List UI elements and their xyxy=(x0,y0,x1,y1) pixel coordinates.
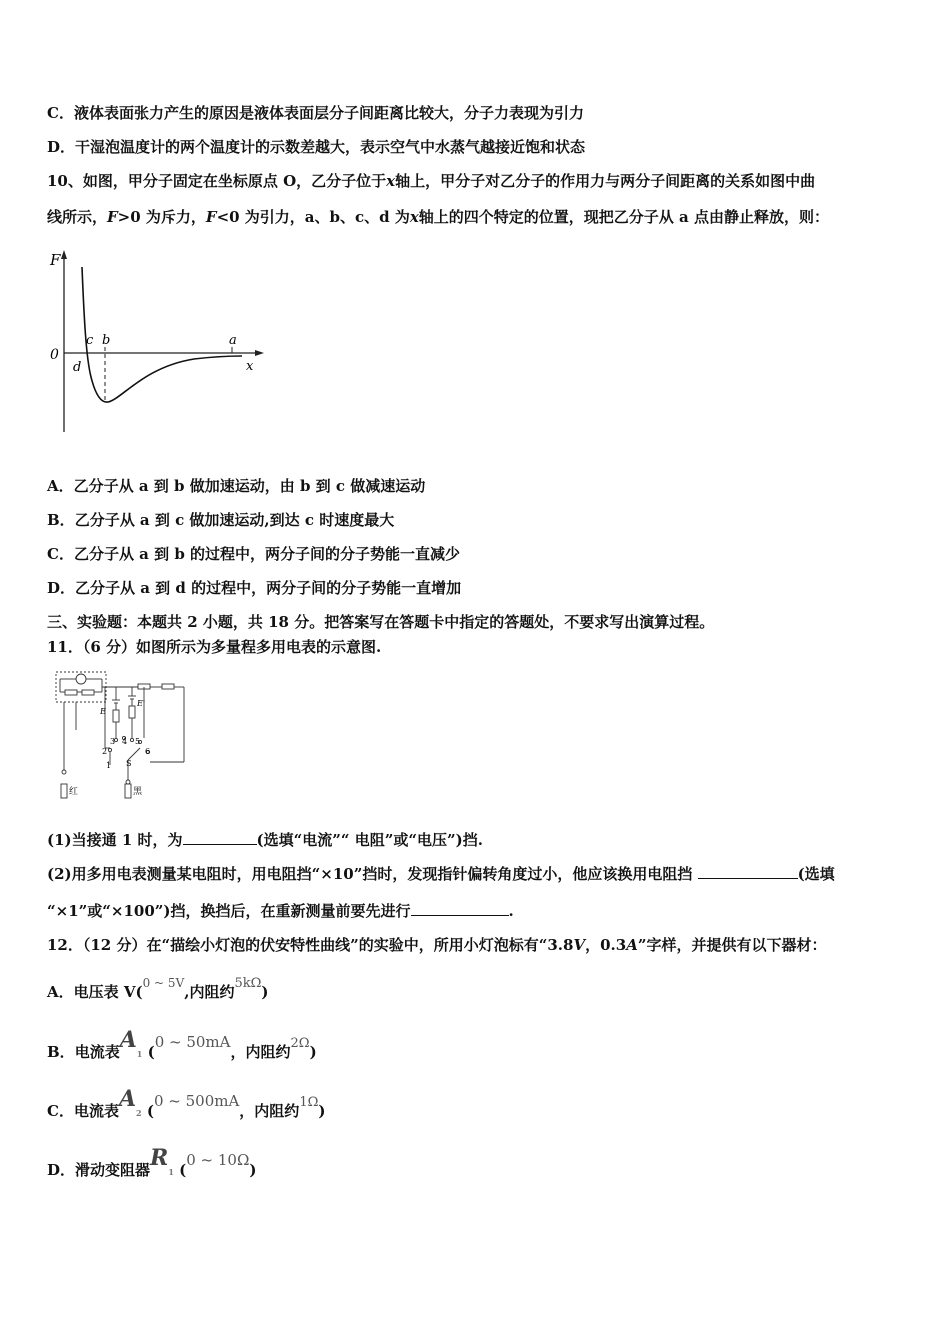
battery-e2-label: E' xyxy=(137,699,146,708)
y-axis-arrow xyxy=(61,250,67,259)
galvanometer xyxy=(76,674,86,684)
rheostat-range: 0 ~ 10Ω xyxy=(186,1151,250,1169)
q11-part1: (1)当接通 1 时，为 (选填“电流”“ 电阻”或“电压”)挡. xyxy=(47,831,483,849)
switch-s-label: S xyxy=(126,759,132,768)
point-a-label: a xyxy=(229,333,237,348)
ammeter-a1-resistance: 2Ω xyxy=(290,1036,310,1051)
ammeter-a2-symbol: A xyxy=(118,1086,137,1112)
black-probe-label: 黑 xyxy=(133,787,143,797)
terminal-5-label: 5 xyxy=(135,737,141,746)
ammeter-a1-symbol: A xyxy=(119,1027,137,1053)
terminal-2-label: 2 xyxy=(102,747,108,756)
point-b-label: b xyxy=(102,333,111,348)
shunt-resistor-2 xyxy=(82,690,94,695)
red-probe xyxy=(61,784,67,798)
terminal-6-label: 6 xyxy=(145,747,151,756)
adjustable-resistor-2 xyxy=(129,706,135,718)
ammeter-a1-range: 0 ~ 50mA xyxy=(154,1033,231,1051)
q10-option-c: C．乙分子从 a 到 b 的过程中，两分子间的分子势能一直减少 xyxy=(47,545,461,563)
ammeter-a2-resistance: 1Ω xyxy=(299,1095,319,1110)
x-axis-label: x xyxy=(246,359,254,374)
rheostat-r1-symbol: R xyxy=(150,1145,169,1171)
voltmeter-resistance: 5kΩ xyxy=(234,976,262,991)
q11-part2-line2: “×1”或“×100”)挡，换挡后，在重新测量前要先进行 . xyxy=(47,902,514,920)
red-probe-label: 红 xyxy=(69,787,79,797)
q11-part2-line1: (2)用多用电表测量某电阻时，用电阻挡“×10”挡时，发现指针偏转角度过小，他应该换用电阻挡 (选填 xyxy=(47,865,835,883)
q12-option-a: A．电压表 V($^{0 \sim 5V}$,内阻约5kΩ) xyxy=(47,976,269,1001)
series-resistor-2 xyxy=(162,684,174,689)
q11-blank-3[interactable] xyxy=(411,901,509,916)
ammeter-a2-range: 0 ~ 500mA xyxy=(153,1092,240,1110)
terminal-3-label: 3 xyxy=(110,737,116,746)
point-c-label: c xyxy=(86,333,94,348)
x-axis-arrow xyxy=(255,350,264,356)
black-probe xyxy=(125,784,131,798)
y-axis-label: F xyxy=(50,251,61,269)
multimeter-circuit-diagram xyxy=(52,670,202,805)
force-distance-graph xyxy=(44,247,274,437)
q11-title: 11．（6 分）如图所示为多量程多用电表的示意图. xyxy=(47,638,382,656)
q10-stem-line2: 线所示，F>0 为斥力，F<0 为引力，a、b、c、d 为x轴上的四个特定的位置，现把乙分子从 a 点由静止释放，则： xyxy=(47,208,829,226)
q9-option-d: D．干湿泡温度计的两个温度计的示数差越大，表示空气中水蒸气越接近饱和状态 xyxy=(47,138,586,156)
meter-box xyxy=(56,672,106,702)
terminal-1-label: 1 xyxy=(106,761,112,770)
shunt-resistor-1 xyxy=(65,690,77,695)
q10-stem-line1: 10、如图，甲分子固定在坐标原点 O，乙分子位于x轴上，甲分子对乙分子的作用力与两分子间距离的关系如图中曲 xyxy=(47,172,816,190)
point-d-label: d xyxy=(73,360,82,375)
q12-title: 12．（12 分）在“描绘小灯泡的伏安特性曲线”的实验中，所用小灯泡标有“3.8V，0.3A”字样，并提供有以下器材： xyxy=(47,936,827,954)
q9-option-c: C．液体表面张力产生的原因是液体表面层分子间距离比较大，分子力表现为引力 xyxy=(47,104,584,122)
q11-blank-2[interactable] xyxy=(698,864,798,879)
q11-blank-1[interactable] xyxy=(183,830,257,845)
origin-label: 0 xyxy=(50,347,59,363)
q12-option-d: D．滑动变阻器R1 (0 ~ 10Ω) xyxy=(47,1145,257,1179)
q10-option-b: B．乙分子从 a 到 c 做加速运动,到达 c 时速度最大 xyxy=(47,511,395,529)
adjustable-resistor-1 xyxy=(113,710,119,722)
terminal-4-label: 4 xyxy=(122,737,128,746)
q12-option-c: C．电流表A2 (0 ~ 500mA，内阻约1Ω) xyxy=(47,1086,326,1120)
q12-option-b: B．电流表A1 (0 ~ 50mA，内阻约2Ω) xyxy=(47,1027,317,1061)
battery-e-label: E xyxy=(100,707,106,716)
voltmeter-range: 0 ~ 5V xyxy=(142,976,185,990)
q10-option-a: A．乙分子从 a 到 b 做加速运动，由 b 到 c 做减速运动 xyxy=(47,477,426,495)
section3-heading: 三、实验题：本题共 2 小题，共 18 分。把答案写在答题卡中指定的答题处，不要求写出演算过程。 xyxy=(47,613,715,631)
q10-option-d: D．乙分子从 a 到 d 的过程中，两分子间的分子势能一直增加 xyxy=(47,579,462,597)
